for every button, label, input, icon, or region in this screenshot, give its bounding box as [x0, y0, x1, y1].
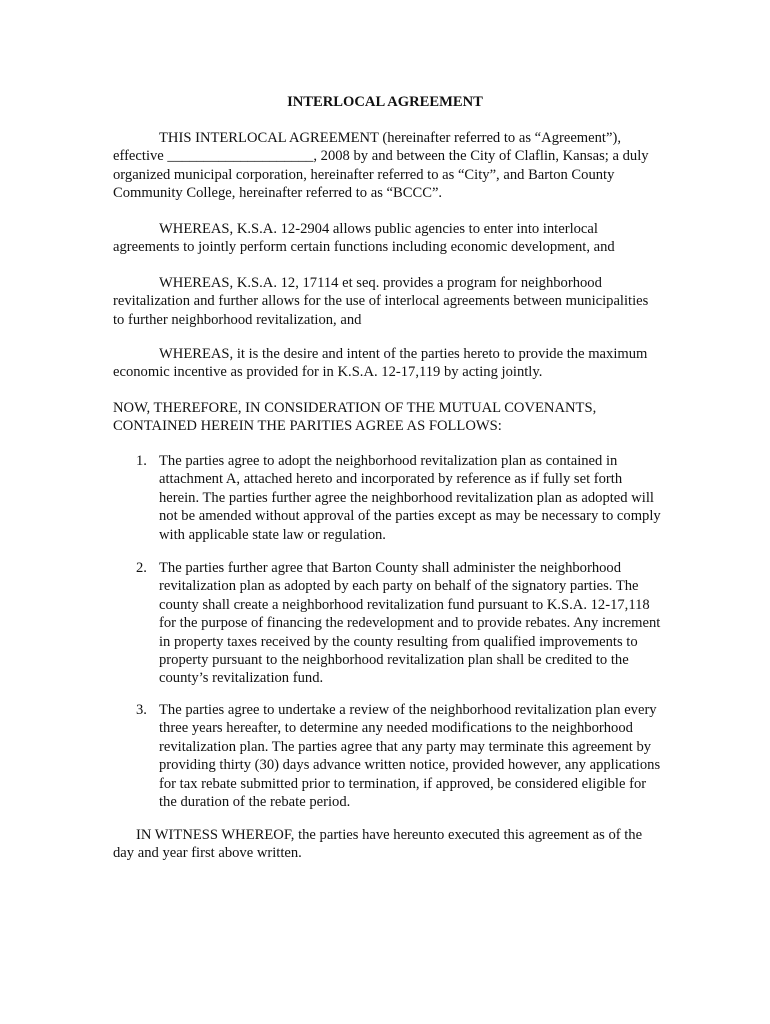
now-therefore-paragraph: NOW, THEREFORE, IN CONSIDERATION OF THE MUTUAL COVENANTS, CONTAINED HEREIN THE PARITIES AGREE AS FOLLOWS:	[113, 400, 597, 435]
whereas-paragraph-3: WHEREAS, it is the desire and intent of the parties hereto to provide the maximum economic incentive as provided for in K.S.A. 12-17,119 by acting jointly.	[113, 346, 648, 381]
witness-paragraph: IN WITNESS WHEREOF, the parties have hereunto executed this agreement as of the day and year first above written.	[113, 827, 643, 862]
list-item-text: The parties agree to undertake a review of the neighborhood revitalization plan every three years hereafter, to determine any needed modifications to the neighborhood revitalization plan. The parties agree that any party may terminate this agreement by providing thirty (30) days advance written notice, provided however, any applications for tax rebate submitted prior to termination, if approved, be considered eligible for the duration of the rebate period.	[159, 702, 661, 811]
intro-paragraph: THIS INTERLOCAL AGREEMENT (hereinafter referred to as “Agreement”), effective ____________________, 2008 by and between the City of Claflin, Kansas; a duly organized municipal corporation, hereinafter referred to as “City”, and Barton County Community College, hereinafter referred to as “BCCC”.	[113, 130, 649, 202]
list-item-text: The parties agree to adopt the neighborhood revitalization plan as contained in attachment A, attached hereto and incorporated by reference as if fully set forth herein. The parties further agree the neighborhood revitalization plan as adopted will not be amended without approval of the parties except as may be necessary to comply with applicable state law or regulation.	[159, 453, 661, 543]
list-item-number: 2.	[136, 560, 147, 576]
list-item-number: 1.	[136, 453, 147, 469]
whereas-paragraph-2: WHEREAS, K.S.A. 12, 17114 et seq. provides a program for neighborhood revitalization and further allows for the use of interlocal agreements between municipalities to further neighborhood revitalization, and	[113, 275, 649, 328]
whereas-paragraph-1: WHEREAS, K.S.A. 12-2904 allows public agencies to enter into interlocal agreements to jointly perform certain functions including economic development, and	[113, 221, 615, 256]
list-item-number: 3.	[136, 702, 147, 718]
document-title: INTERLOCAL AGREEMENT	[287, 94, 483, 110]
list-item-text: The parties further agree that Barton County shall administer the neighborhood revitalization plan as adopted by each party on behalf of the signatory parties. The county shall create a neighborhood revitalization fund pursuant to K.S.A. 12-17,118 for the purpose of financing the redevelopment and to provide rebates. Any increment in property taxes received by the county resulting from qualified improvements to property pursuant to the neighborhood revitalization plan shall be credited to the county’s revitalization fund.	[159, 560, 661, 687]
